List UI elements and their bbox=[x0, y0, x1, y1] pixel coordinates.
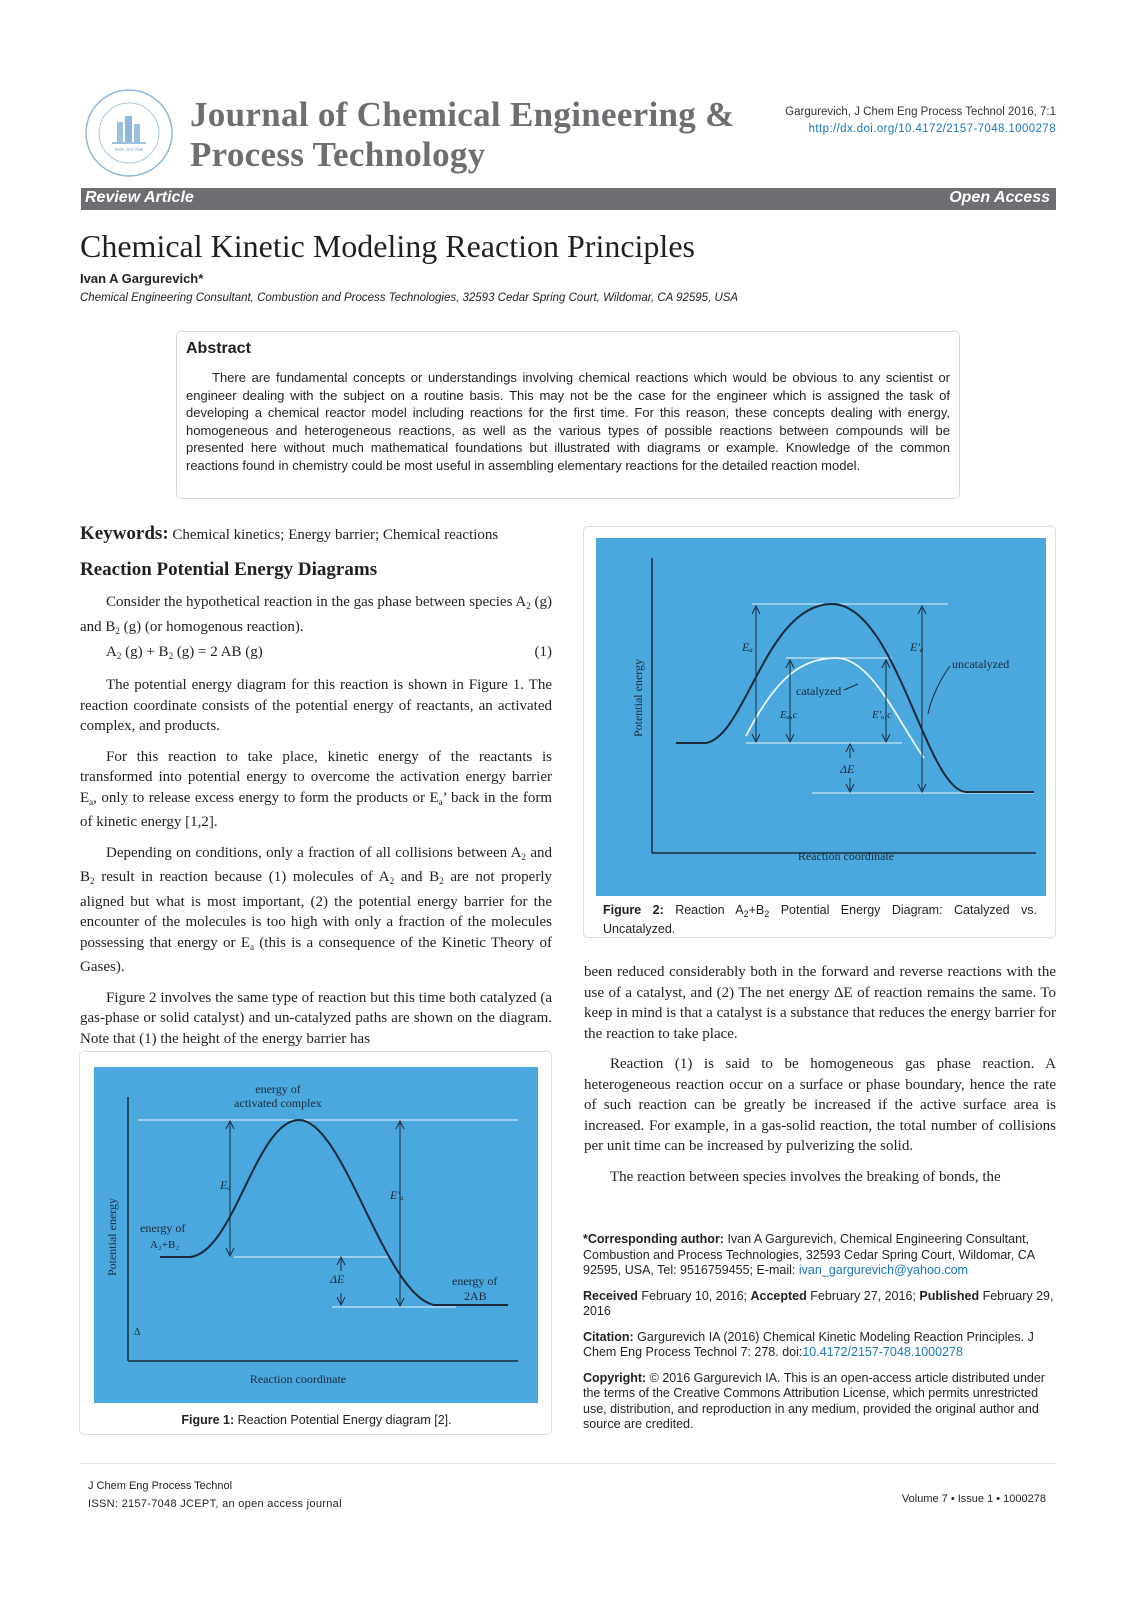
journal-logo bbox=[84, 88, 174, 178]
figure-2 bbox=[583, 526, 1056, 938]
article-type-band bbox=[81, 188, 1056, 210]
journal-title bbox=[190, 95, 735, 175]
footer-volume: Volume 7 • Issue 1 • 1000278 bbox=[901, 1493, 1046, 1505]
fig1-label-top-2: activated complex bbox=[234, 1096, 322, 1110]
left-column-text-2 bbox=[80, 675, 552, 1049]
fig1-label-ea: Eₐ bbox=[220, 1178, 231, 1192]
abstract-heading: Abstract bbox=[186, 340, 251, 357]
footer-journal: J Chem Eng Process Technol bbox=[88, 1480, 233, 1492]
paragraph-3: For this reaction to take place, kinetic energy of the reactants is transformed into potential energy to overcome the activation energy barrier $E_a$, only to release excess energy to form the products or $E_a$’ back in the form of kinetic energy [1,2]. bbox=[80, 748, 552, 830]
journal-title-line1: Journal of Chemical Engineering & bbox=[190, 95, 735, 134]
figure-2-caption: Figure 2: Reaction $A_2+B_2$ Potential Energy Diagram: Catalyzed vs. Uncatalyzed. bbox=[603, 903, 1037, 936]
fig1-x-axis-label: Reaction coordinate bbox=[249, 1372, 347, 1386]
figure-1 bbox=[79, 1051, 552, 1435]
abstract-text: There are fundamental concepts or understandings involving chemical reactions which would be obvious to any scientist or engineer dealing with the subject on a routine basis. This may not be the case for the engineer which is assigned the task of developing a chemical reactor model including reactions for the first time. For this reason, these concepts dealing with energy, homogeneous and heterogeneous reactions, as well as the various types of possible reactions between compounds will be presented here without much mathematical foundations but illustrated with diagrams or example. Knowledge of the common reactions found in chemistry could be most useful in assembling elementary reactions for the detailed reaction model. bbox=[186, 370, 950, 473]
footer-issn: ISSN: 2157-7048 JCEPT, an open access journal bbox=[88, 1498, 342, 1510]
keywords-text: Chemical kinetics; Energy barrier; Chemical reactions bbox=[172, 527, 499, 543]
author-affiliation: Chemical Engineering Consultant, Combustion and Process Technologies, 32593 Cedar Spring Court, Wildomar, CA 92595, USA bbox=[80, 292, 739, 304]
keywords-label: Keywords: bbox=[80, 523, 169, 544]
dates-note: Received February 10, 2016; Accepted February 27, 2016; Published February 29, 2016 bbox=[583, 1288, 1054, 1318]
citation-line: Gargurevich, J Chem Eng Process Technol 2016, 7:1 bbox=[785, 106, 1056, 118]
figure-2-plot bbox=[596, 538, 1046, 896]
figure-1-plot bbox=[94, 1067, 538, 1403]
open-access-label: Open Access bbox=[949, 189, 1050, 206]
fig2-label-uncatalyzed: uncatalyzed bbox=[952, 657, 1010, 671]
equation-1: $A_2$ $(g) + B_2$ (g) = 2 AB (g) (1) bbox=[106, 644, 552, 661]
right-column-text bbox=[584, 962, 1056, 1187]
logo-issn-text: ISSN: 2157-7048 bbox=[114, 147, 144, 152]
fig2-x-axis-label: Reaction coordinate bbox=[797, 849, 895, 863]
fig1-label-top-1: energy of bbox=[255, 1082, 301, 1096]
paragraph-intro: Consider the hypothetical reaction in the gas phase between species $A_2$ (g) and $B_2$ (g) (or homogenous reaction). bbox=[80, 594, 552, 636]
keywords bbox=[80, 523, 498, 545]
fig1-label-corner: Δ bbox=[134, 1327, 141, 1338]
fig1-label-delta-e: ΔE bbox=[330, 1272, 345, 1286]
article-title: Chemical Kinetic Modeling Reaction Principles bbox=[80, 228, 695, 264]
journal-title-line2: Process Technology bbox=[190, 135, 486, 174]
fig1-y-axis-label: Potential energy bbox=[105, 1197, 119, 1277]
fig1-label-right-1: energy of bbox=[452, 1274, 498, 1288]
figure-1-caption: Figure 1: Reaction Potential Energy diagram [2]. bbox=[181, 1413, 452, 1427]
paragraph-6: been reduced considerably both in the forward and reverse reactions with the use of a catalyst, and (2) The net energy ΔE of reaction remains the same. To keep in mind is that a catalyst is a substance that reduces the energy barrier for the reaction to take place. bbox=[584, 964, 1056, 1042]
paragraph-2: The potential energy diagram for this reaction is shown in Figure 1. The reaction coordinate consists of the potential energy of reactants, an activated complex, and products. bbox=[80, 677, 552, 734]
fig2-label-delta-e: ΔE bbox=[840, 762, 855, 776]
paragraph-7: Reaction (1) is said to be homogeneous gas phase reaction. A heterogeneous reaction occur on a surface or phase boundary, hence the rate of such reaction can be greatly be increased if the active surface area is increased. For example, in a gas-solid reaction, the total number of collisions per unit time can be increased by pulverizing the solid. bbox=[584, 1056, 1056, 1154]
paragraph-5: Figure 2 involves the same type of reaction but this time both catalyzed (a gas-phase or solid catalyst) and un-catalyzed paths are shown on the diagram. Note that (1) the height of the energy barrier has bbox=[80, 989, 552, 1047]
email-link[interactable]: ivan_gargurevich@yahoo.com bbox=[798, 1263, 968, 1277]
paragraph-8: The reaction between species involves the breaking of bonds, the bbox=[610, 1168, 1001, 1185]
section-heading: Reaction Potential Energy Diagrams bbox=[80, 559, 378, 580]
left-column-text-1 bbox=[80, 592, 552, 641]
fig1-label-ea-prime: E′ₐ bbox=[390, 1188, 404, 1202]
doi-link[interactable]: http://dx.doi.org/10.4172/2157-7048.1000278 bbox=[808, 123, 1056, 135]
fig2-label-ea: Eₐ bbox=[742, 640, 753, 654]
footnotes bbox=[583, 1232, 1056, 1443]
review-article-label: Review Article bbox=[85, 189, 194, 206]
citation-note: Citation: Gargurevich IA (2016) Chemical Kinetic Modeling Reaction Principles. J Chem Eng Process Technol 7: 278. doi:10.4172/2157-7048.1000278 bbox=[583, 1329, 1034, 1359]
fig2-label-catalyzed: catalyzed bbox=[796, 684, 842, 698]
citation-doi-link[interactable]: 10.4172/2157-7048.1000278 bbox=[802, 1345, 963, 1359]
fig1-label-right-2: 2AB bbox=[464, 1289, 487, 1303]
corresponding-author-note: *Corresponding author: Ivan A Gargurevich, Chemical Engineering Consultant, Combustion and Process Technologies, 32593 Cedar Spring Court, Wildomar, CA 92595, USA, Tel: 9516759455; E-mail: ivan_gargurevich@yahoo.com bbox=[583, 1232, 1035, 1277]
fig1-label-left-2: A₂+B₂ bbox=[150, 1239, 180, 1251]
fig2-label-eac: Eₐ,c bbox=[780, 709, 798, 721]
paragraph-4: Depending on conditions, only a fraction of all collisions between $A_2$ and $B_2$ result in reaction because (1) molecules of $A_2$ and $B_2$ are not properly aligned but what is most important, (2) the potential energy barrier for the encounter of the molecules is too high with only a fraction of the molecules possessing that energy or $E_a$ (this is a consequence of the Kinetic Theory of Gases). bbox=[80, 844, 552, 975]
equation-number: (1) bbox=[534, 644, 552, 660]
fig2-y-axis-label: Potential energy bbox=[631, 658, 645, 738]
footer-divider bbox=[80, 1463, 1056, 1464]
author-name: Ivan A Gargurevich* bbox=[80, 271, 204, 286]
copyright-note: Copyright: © 2016 Gargurevich IA. This is an open-access article distributed under the terms of the Creative Commons Attribution License, which permits unrestricted use, distribution, and reproduction in any medium, provided the original author and source are credited. bbox=[583, 1370, 1045, 1431]
fig1-label-left-1: energy of bbox=[140, 1221, 186, 1235]
fig2-label-ea-prime: E′ₐ bbox=[910, 640, 924, 654]
fig2-label-eac-prime: E′ₐ,c bbox=[872, 709, 892, 721]
